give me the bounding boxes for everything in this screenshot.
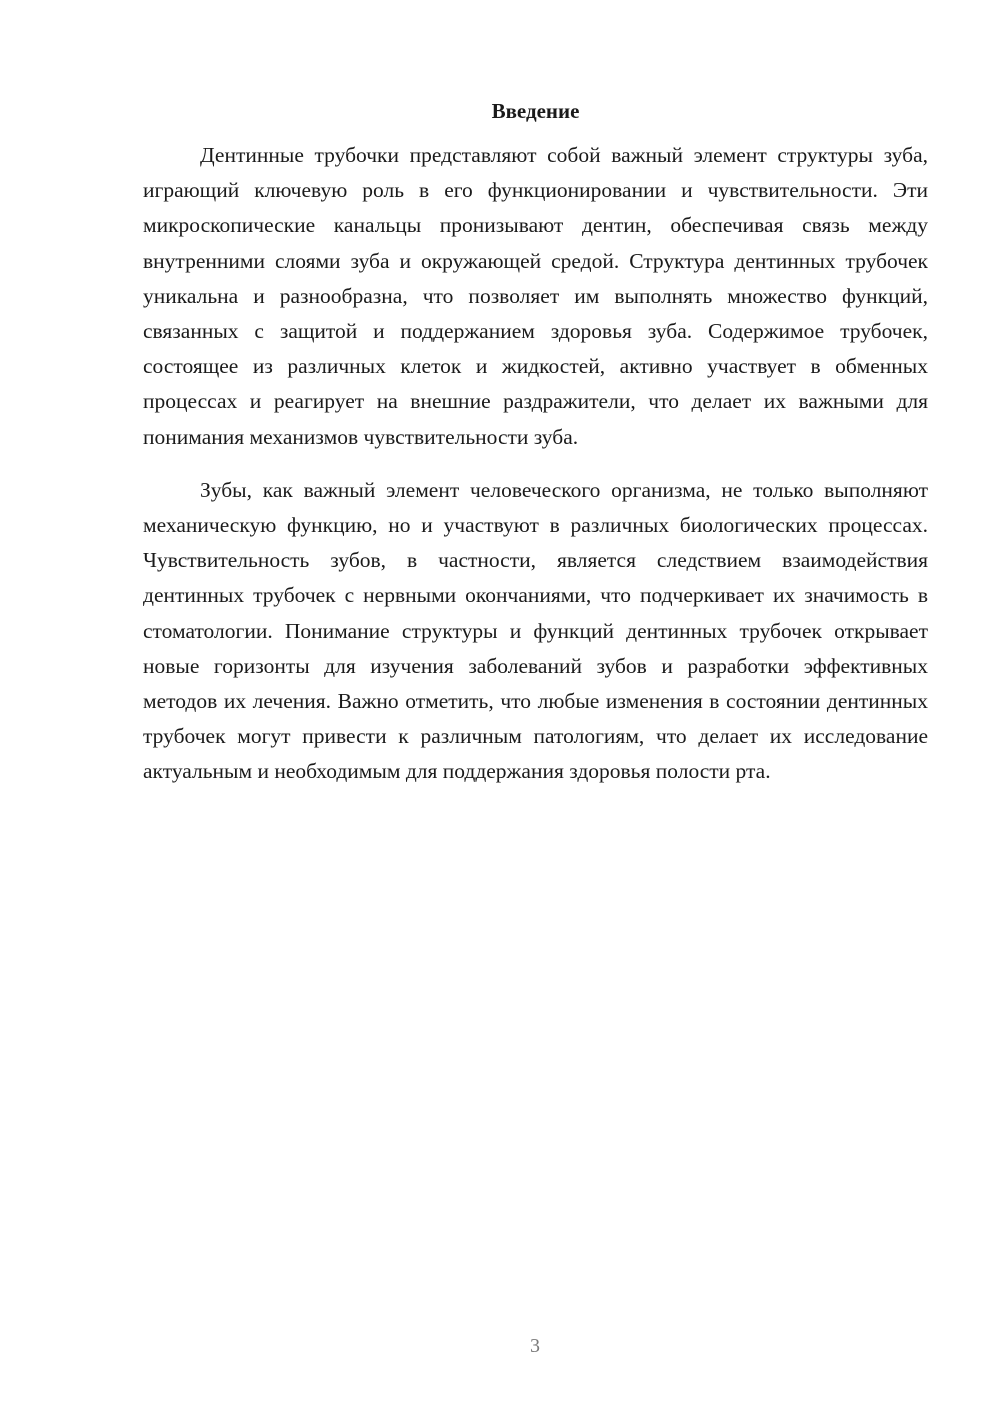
page-number: 3 — [530, 1335, 540, 1357]
paragraph-1: Дентинные трубочки представляют собой важный элемент структуры зуба, играющий ключевую роль в его функционировании и чувствительности. Эти микроскопические канальцы пронизывают дентин, обеспечивая связь между внутренними слоями зуба и окружающей средой. Структура дентинных трубочек уникальна и разнообразна, что позволяет им выполнять множество функций, связанных с защитой и поддержанием здоровья зуба. Содержимое трубочек, состоящее из различных клеток и жидкостей, активно участвует в обменных процессах и реагирует на внешние раздражители, что делает их важными для понимания механизмов чувствительности зуба. — [143, 143, 928, 449]
section-heading: Введение — [491, 99, 580, 123]
page-content — [143, 96, 928, 790]
paragraph-2: Зубы, как важный элемент человеческого организма, не только выполняют механическую функцию, но и участвуют в различных биологических процессах. Чувствительность зубов, в частности, является следствием взаимодействия дентинных трубочек с нервными окончаниями, что подчеркивает их значимость в стоматологии. Понимание структуры и функций дентинных трубочек открывает новые горизонты для изучения заболеваний зубов и разработки эффективных методов их лечения. Важно отметить, что любые изменения в состоянии дентинных трубочек могут привести к различным патологиям, что делает их исследование актуальным и необходимым для поддержания здоровья полости рта. — [143, 477, 928, 784]
